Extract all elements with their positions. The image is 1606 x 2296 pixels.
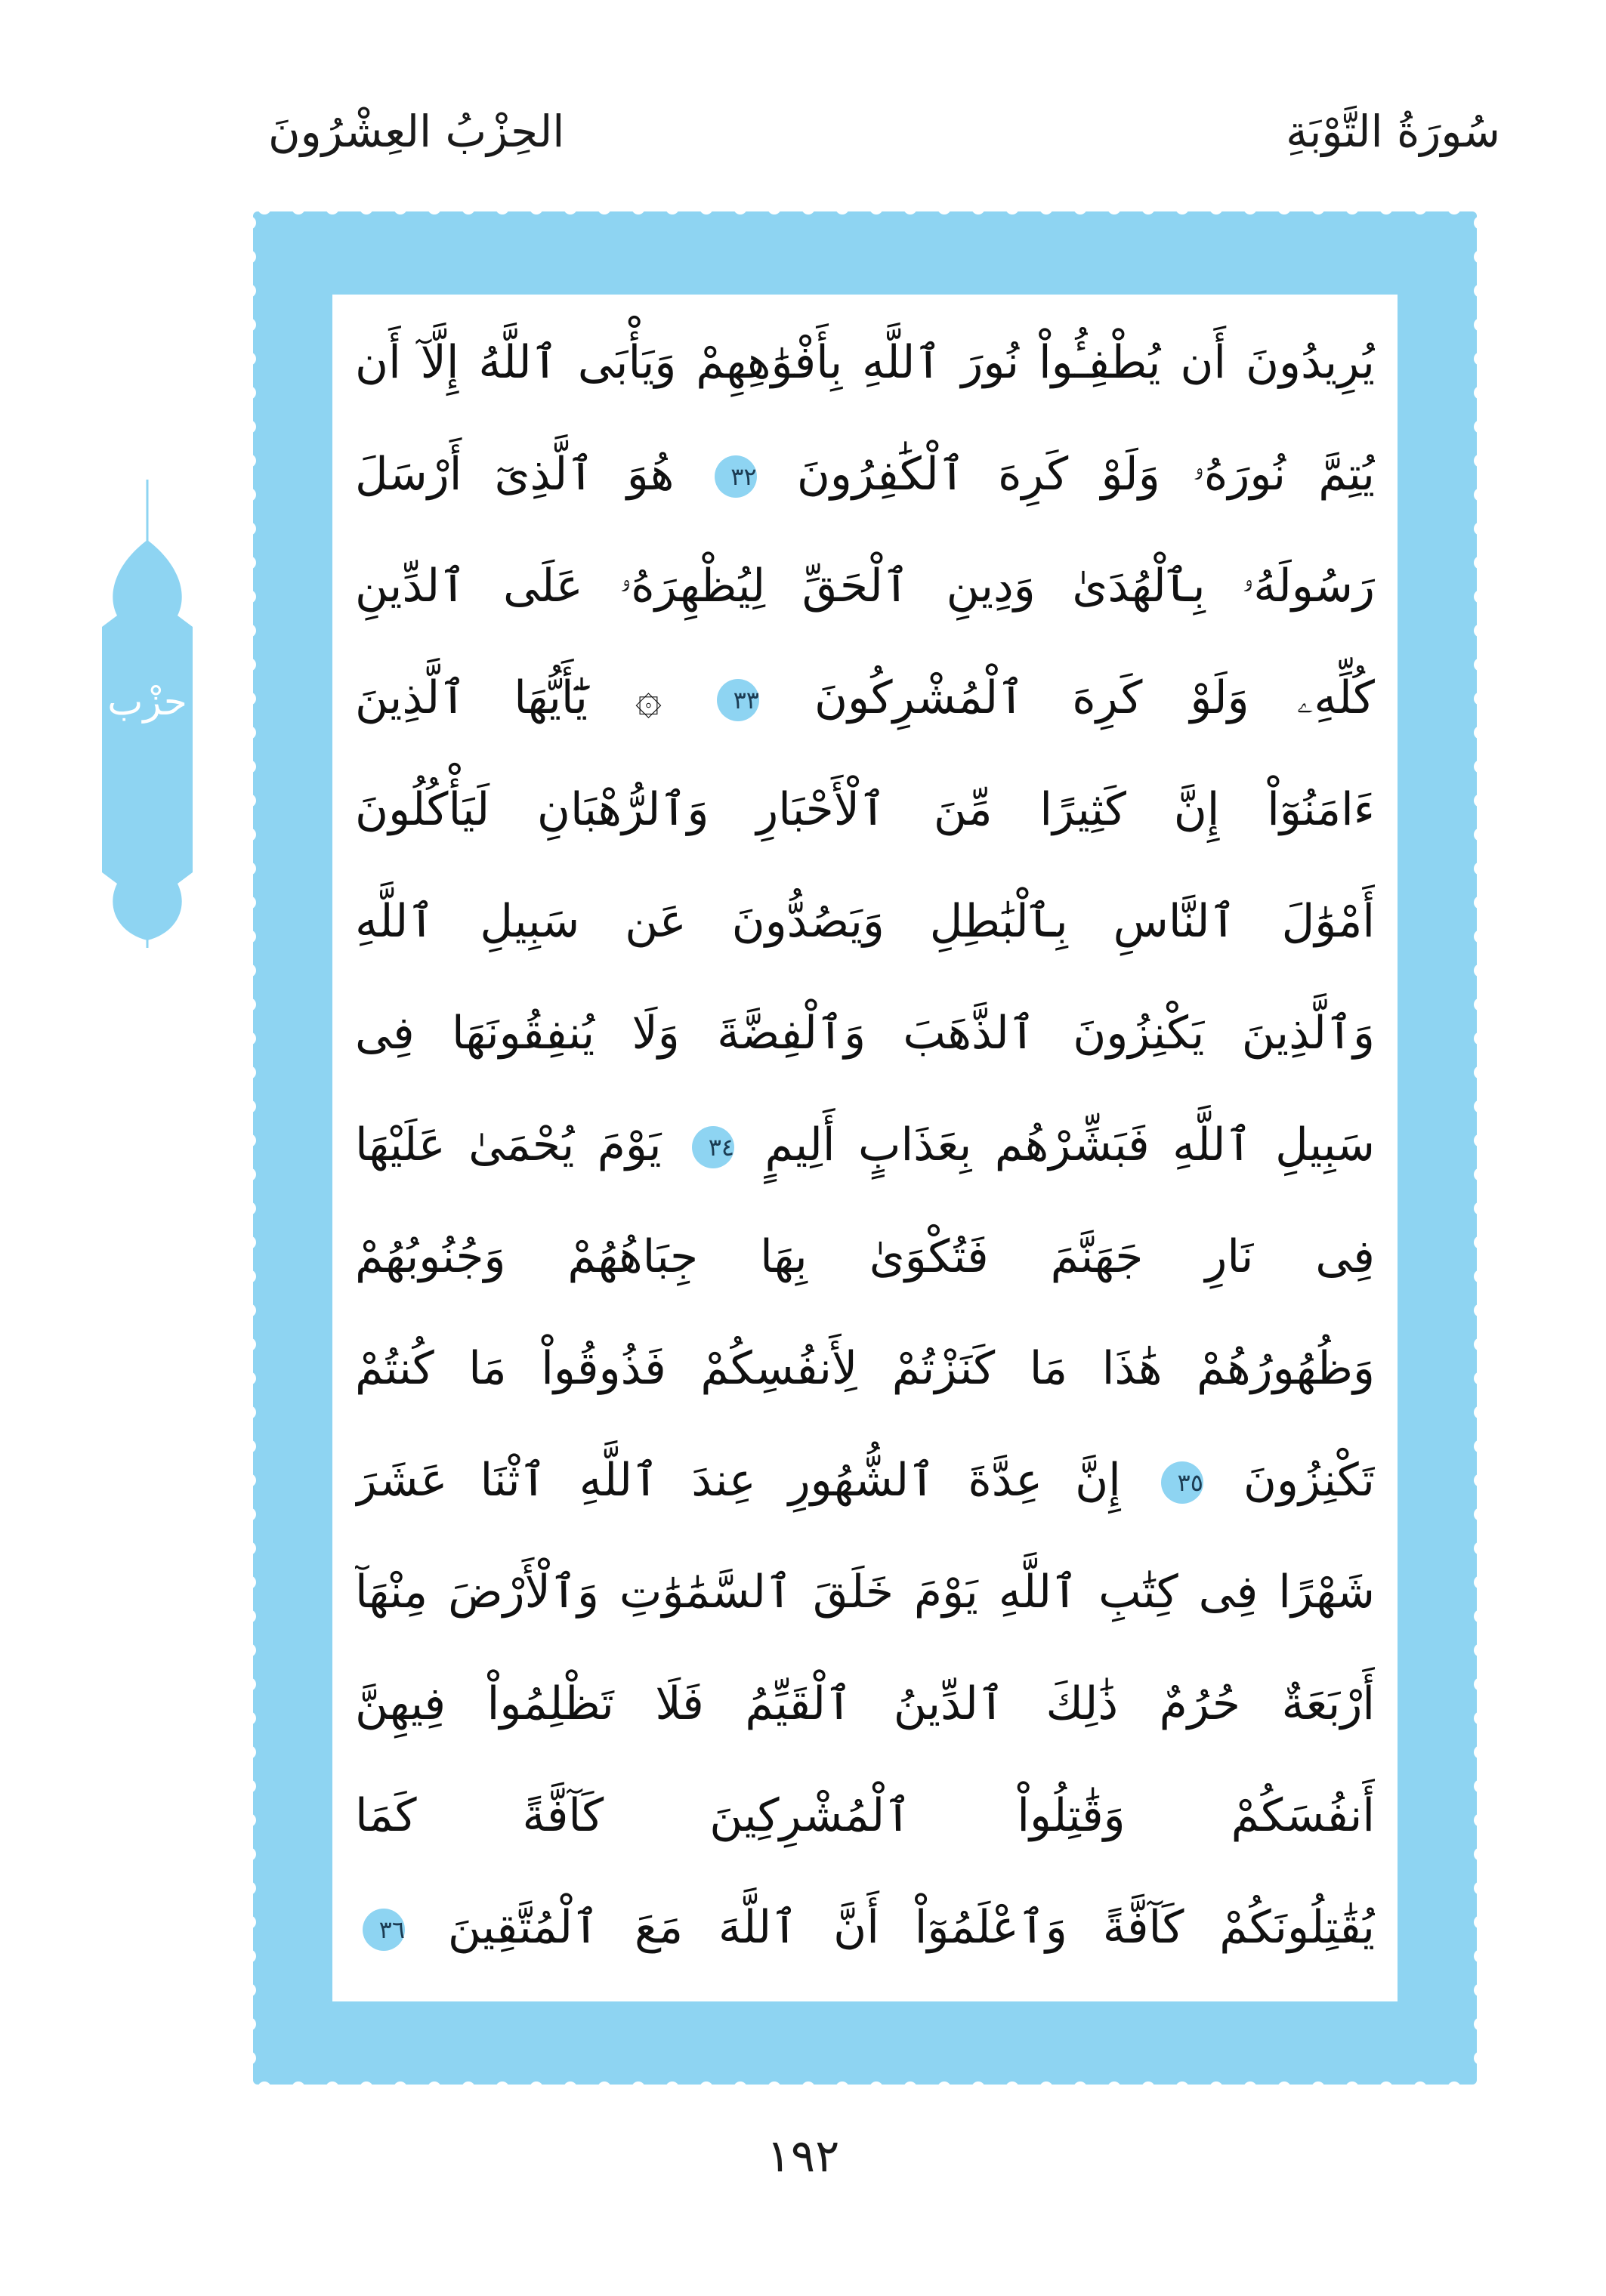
- text-line: [355, 1543, 1375, 1641]
- verse-text: رَسُولَهُۥ بِٱلْهُدَىٰ وَدِينِ ٱلْحَقِّ لِيُظْهِرَهُۥ عَلَى ٱلدِّينِ: [355, 560, 1375, 613]
- verse-text: ۞ يَٰٓأَيُّهَا ٱلَّذِينَ: [355, 671, 662, 724]
- text-line: [355, 1431, 1375, 1529]
- verse-text: يُرِيدُونَ أَن يُطْفِـُٔواْ نُورَ ٱللَّهِ بِأَفْوَٰهِهِمْ وَيَأْبَى ٱللَّهُ إِلَّآ أَن: [355, 336, 1375, 389]
- text-line: [355, 761, 1375, 859]
- text-line: [355, 537, 1375, 635]
- text-line: [355, 1878, 1375, 1977]
- hizb-name: الحِزْبُ العِشْرُونَ: [268, 106, 565, 157]
- text-line: [355, 425, 1375, 523]
- verse-text: تَكْنِزُونَ: [1243, 1454, 1375, 1507]
- verse-text: وَٱلَّذِينَ يَكْنِزُونَ ٱلذَّهَبَ وَٱلْفِضَّةَ وَلَا يُنفِقُونَهَا فِى: [355, 1007, 1375, 1060]
- verse-text: سَبِيلِ ٱللَّهِ فَبَشِّرْهُم بِعَذَابٍ أَلِيمٍ: [764, 1119, 1375, 1171]
- verse-text: أَنفُسَكُمْ وَقَٰتِلُواْ ٱلْمُشْرِكِينَ كَآفَّةً كَمَا: [355, 1789, 1375, 1842]
- ayah-number-marker: ٣٣: [717, 679, 759, 721]
- text-line: [355, 872, 1375, 971]
- ayah-number-marker: ٣٢: [715, 455, 757, 498]
- text-line: [355, 984, 1375, 1082]
- verse-text: يَوْمَ يُحْمَىٰ عَلَيْهَا: [355, 1119, 662, 1171]
- ayah-number-marker: ٣٥: [1161, 1461, 1203, 1504]
- verse-text: هُوَ ٱلَّذِىٓ أَرْسَلَ: [355, 448, 675, 501]
- text-line: [355, 1319, 1375, 1418]
- ayah-number-marker: ٣٦: [363, 1909, 405, 1951]
- text-line: [355, 649, 1375, 747]
- text-line: [355, 1096, 1375, 1194]
- verse-text: شَهْرًا فِى كِتَٰبِ ٱللَّهِ يَوْمَ خَلَقَ ٱلسَّمَٰوَٰتِ وَٱلْأَرْضَ مِنْهَآ: [355, 1566, 1375, 1619]
- surah-name: سُورَةُ التَّوْبَةِ: [1286, 106, 1500, 157]
- verse-text: أَمْوَٰلَ ٱلنَّاسِ بِٱلْبَٰطِلِ وَيَصُدُّونَ عَن سَبِيلِ ٱللَّهِ: [355, 895, 1375, 948]
- ayah-number-marker: ٣٤: [692, 1126, 734, 1168]
- page-number: ١٩٢: [766, 2130, 840, 2183]
- verse-text: كُلِّهِۦ وَلَوْ كَرِهَ ٱلْمُشْرِكُونَ: [814, 671, 1375, 724]
- verse-text: يُتِمَّ نُورَهُۥ وَلَوْ كَرِهَ ٱلْكَٰفِرُونَ: [796, 448, 1375, 501]
- text-line: [355, 1208, 1375, 1306]
- text-line: [355, 313, 1375, 412]
- text-panel: [332, 295, 1398, 2001]
- hizb-label: حزْب: [107, 680, 187, 724]
- verse-text: فِى نَارِ جَهَنَّمَ فَتُكْوَىٰ بِهَا جِبَاهُهُمْ وَجُنُوبُهُمْ: [355, 1230, 1375, 1283]
- verse-text: أَرْبَعَةٌ حُرُمٌ ذَٰلِكَ ٱلدِّينُ ٱلْقَيِّمُ فَلَا تَظْلِمُواْ فِيهِنَّ: [355, 1677, 1375, 1730]
- text-line: [355, 1767, 1375, 1865]
- text-line: [355, 1655, 1375, 1753]
- verse-text: وَظُهُورُهُمْ هَٰذَا مَا كَنَزْتُمْ لِأَنفُسِكُمْ فَذُوقُواْ مَا كُنتُمْ: [355, 1342, 1375, 1395]
- verse-text: إِنَّ عِدَّةَ ٱلشُّهُورِ عِندَ ٱللَّهِ ٱثْنَا عَشَرَ: [355, 1454, 1121, 1507]
- verse-text: يُقَٰتِلُونَكُمْ كَآفَّةً وَٱعْلَمُوٓاْ أَنَّ ٱللَّهَ مَعَ ٱلْمُتَّقِينَ: [447, 1901, 1375, 1954]
- verse-text: ءَامَنُوٓاْ إِنَّ كَثِيرًا مِّنَ ٱلْأَحْبَارِ وَٱلرُّهْبَانِ لَيَأْكُلُونَ: [355, 783, 1375, 836]
